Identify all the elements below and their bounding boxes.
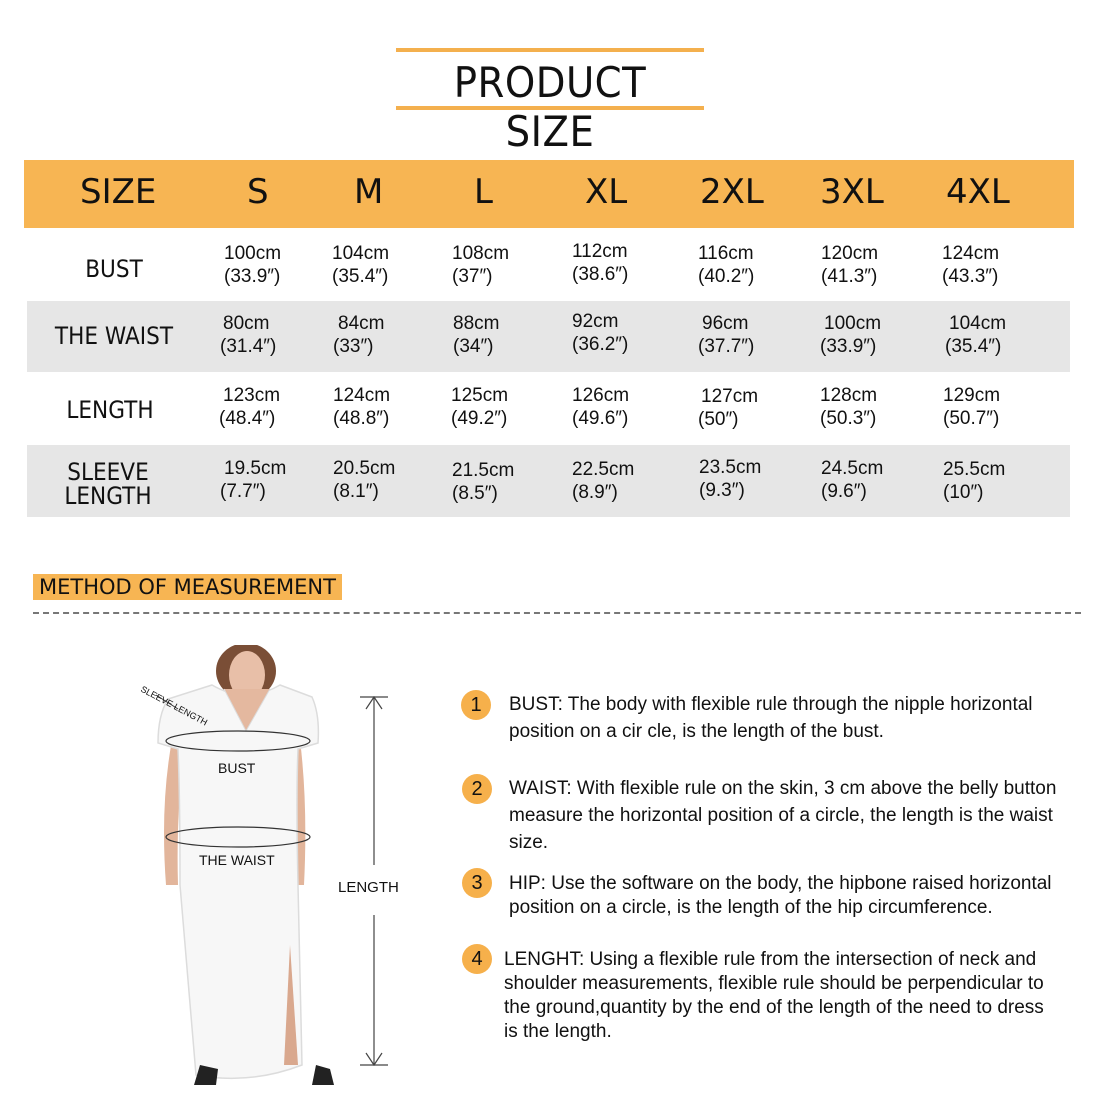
table-cell: 124cm (48.8″) — [333, 385, 391, 429]
table-cell: 104cm (35.4″) — [332, 243, 390, 287]
row-label-length: LENGTH — [66, 396, 154, 424]
step-number: 1 — [461, 690, 491, 720]
step-text: LENGHT: Using a flexible rule from the intersection of neck and shoulder measurements, flexible rule should be perpendicular to the ground,quantity by the end of the length of the need to dress is the length. — [504, 949, 1044, 1042]
size-2xl: 2XL — [700, 172, 764, 212]
step-number: 4 — [462, 944, 492, 974]
right-shoe-shape — [312, 1065, 334, 1085]
table-cell: 80cm (31.4″) — [220, 313, 277, 357]
table-cell: 88cm (34″) — [453, 313, 500, 357]
row-label-bust: BUST — [85, 255, 143, 283]
table-cell: 112cm (38.6″) — [572, 241, 629, 285]
row-label-waist: THE WAIST — [54, 322, 174, 350]
table-cell: 128cm (50.3″) — [820, 385, 878, 429]
table-cell: 96cm (37.7″) — [698, 313, 755, 357]
size-4xl: 4XL — [946, 172, 1010, 212]
sleeve-length-label: SLEEVE LENGTH — [139, 683, 210, 728]
table-cell: 100cm (33.9″) — [224, 243, 282, 287]
table-cell: 25.5cm (10″) — [943, 459, 1006, 503]
size-3xl: 3XL — [820, 172, 884, 212]
table-cell: 24.5cm (9.6″) — [821, 458, 884, 502]
size-m: M — [354, 172, 384, 212]
table-cell: 21.5cm (8.5″) — [452, 460, 515, 504]
table-cell: 20.5cm (8.1″) — [333, 458, 396, 502]
row-label-sleeve-line2: LENGTH — [64, 482, 152, 510]
table-cell: 104cm (35.4″) — [945, 313, 1007, 357]
table-cell: 100cm (33.9″) — [820, 313, 882, 357]
table-cell: 23.5cm (9.3″) — [699, 457, 762, 501]
table-cell: 123cm (48.4″) — [219, 385, 281, 429]
table-cell: 120cm (41.3″) — [821, 243, 879, 287]
dress-figure — [120, 645, 420, 1095]
title-frame — [396, 48, 704, 156]
table-cell: 129cm (50.7″) — [943, 385, 1001, 429]
page-title: PRODUCT SIZE — [453, 58, 647, 156]
step-text: BUST: The body with flexible rule through the nipple horizontal position on a cir cle, is the length of the bust. — [509, 694, 1033, 742]
step-number: 2 — [462, 774, 492, 804]
table-cell: 125cm (49.2″) — [451, 385, 509, 429]
length-label: LENGTH — [338, 879, 399, 896]
size-header-bar — [24, 160, 1074, 228]
table-cell: 127cm (50″) — [698, 386, 759, 430]
section-divider — [33, 612, 1081, 614]
table-cell: 22.5cm (8.9″) — [572, 459, 635, 503]
size-column-label: SIZE — [80, 172, 157, 212]
step-number: 3 — [462, 868, 492, 898]
size-s: S — [247, 172, 269, 212]
step-text: HIP: Use the software on the body, the hipbone raised horizontal position on a circle, is the length of the hip circumference. — [509, 873, 1052, 918]
bust-label: BUST — [218, 760, 256, 776]
table-cell: 124cm (43.3″) — [942, 243, 1000, 287]
method-section-label: METHOD OF MEASUREMENT — [33, 574, 342, 600]
row-label-sleeve-length — [27, 460, 189, 508]
size-l: L — [474, 172, 493, 212]
table-cell: 19.5cm (7.7″) — [220, 458, 287, 502]
table-cell: 84cm (33″) — [333, 313, 385, 357]
table-cell: 108cm (37″) — [452, 243, 510, 287]
table-cell: 116cm (40.2″) — [698, 243, 755, 287]
step-text: WAIST: With flexible rule on the skin, 3 cm above the belly button measure the horizontal position of a circle, the length is the waist size. — [509, 778, 1057, 853]
table-cell: 126cm (49.6″) — [572, 385, 630, 429]
size-xl: XL — [585, 172, 628, 212]
table-cell: 92cm (36.2″) — [572, 311, 629, 355]
row-label-sleeve-line1: SLEEVE — [67, 458, 149, 486]
waist-label: THE WAIST — [199, 852, 275, 868]
